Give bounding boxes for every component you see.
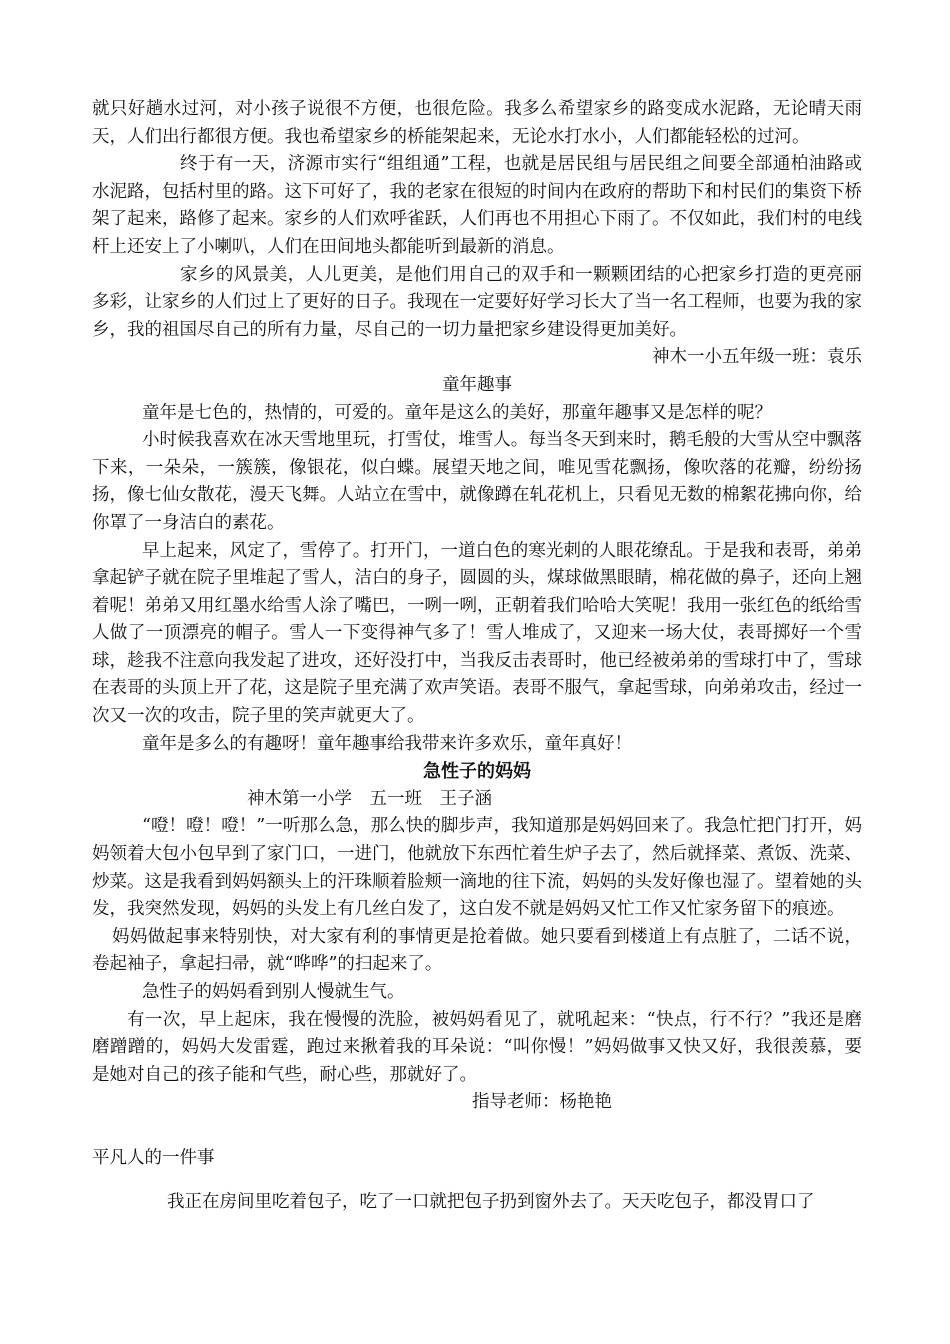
paragraph: 妈妈做起事来特别快，对大家有利的事情更是抢着做。她只要看到楼道上有点脏了，二话不说，卷起袖子，拿起扫帚，就“哗哗”的扫起来了。 — [92, 926, 862, 975]
paragraph: 童年是多么的有趣呀！童年趣事给我带来许多欢乐，童年真好！ — [142, 733, 632, 754]
paragraph: “噔！噔！噔！”一听那么急，那么快的脚步声，我知道那是妈妈回来了。我急忙把门打开，妈妈领着大包小包早到了家门口，一进门，他就放下东西忙着生炉子去了，然后就择菜、煮饭、洗菜、炒菜。这是我看到妈妈额头上的汗珠顺着脸颊一滴地的往下流，妈妈的头发好像也湿了。望着她的头发，我突然发现，妈妈的头发上有几丝白发了，这白发不就是妈妈又忙工作又忙家务留下的痕迹。 — [92, 816, 862, 920]
paragraph: 急性子的妈妈看到别人慢就生气。 — [142, 982, 405, 1002]
document-page — [92, 96, 862, 1216]
byline: 神木第一小学 五一班 王子涵 — [247, 788, 492, 809]
paragraph: 有一次，早上起床，我在慢慢的洗脸，被妈妈看见了，就吼起来：“快点，行不行？”我还是磨磨蹭蹭的，妈妈大发雷霆，跑过来揪着我的耳朵说：“叫你慢！”妈妈做事又快又好，我很羡慕，要是她对自己的孩子能和气些，耐心些，那就好了。 — [92, 1009, 862, 1085]
paragraph: 终于有一天，济源市实行“组组通”工程，也就是居民组与居民组之间要全部通柏油路或水泥路，包括村里的路。这下可好了，我的老家在很短的时间内在政府的帮助下和村民们的集资下桥架了起来，路修了起来。家乡的人们欢呼雀跃，人们再也不用担心下雨了。不仅如此，我们村的电线杆上还安上了小喇叭，人们在田间地头都能听到最新的消息。 — [92, 154, 862, 257]
essay-title: 童年趣事 — [442, 374, 512, 395]
essay-title: 平凡人的一件事 — [92, 1147, 215, 1168]
author-line: 神木一小五年级一班：袁乐 — [652, 347, 862, 368]
paragraph: 就只好趟水过河，对小孩子说很不方便，也很危险。我多么希望家乡的路变成水泥路，无论晴天雨天，人们出行都很方便。我也希望家乡的桥能架起来，无论水打水小，人们都能轻松的过河。 — [92, 99, 862, 147]
paragraph: 早上起来，风定了，雪停了。打开门，一道白色的寒光刺的人眼花缭乱。于是我和表哥，弟弟拿起铲子就在院子里堆起了雪人，洁白的身子，圆圆的头，煤球做黑眼睛，棉花做的鼻子，还向上翘着呢！弟弟又用红墨水给雪人涂了嘴巴，一咧一咧，正朝着我们哈哈大笑呢！我用一张红色的纸给雪人做了一顶漂亮的帽子。雪人一下变得神气多了！雪人堆成了，又迎来一场大仗，表哥掷好一个雪球，趁我不注意向我发起了进攻，还好没打中，当我反击表哥时，他已经被弟弟的雪球打中了，雪球在表哥的头顶上开了花，这是院子里充满了欢声笑语。表哥不服气，拿起雪球，向弟弟攻击，经过一次又一次的攻击，院子里的笑声就更大了。 — [92, 540, 862, 727]
essay-title: 急性子的妈妈 — [423, 761, 531, 783]
paragraph: 童年是七色的，热情的，可爱的。童年是这么的美好，那童年趣事又是怎样的呢？ — [142, 402, 772, 423]
paragraph: 我正在房间里吃着包子，吃了一口就把包子扔到窗外去了。天天吃包子，都没胃口了 — [167, 1191, 815, 1212]
paragraph: 小时候我喜欢在冰天雪地里玩，打雪仗，堆雪人。每当冬天到来时，鹅毛般的大雪从空中飘落下来，一朵朵，一簇簇，像银花，似白蝶。展望天地之间，唯见雪花飘扬，像吹落的花瓣，纷纷扬扬，像七仙女散花，漫天飞舞。人站立在雪中，就像蹲在轧花机上，只看见无数的棉絮花拂向你，给你罩了一身洁白的素花。 — [92, 430, 862, 533]
teacher-line: 指导老师：杨艳艳 — [472, 1092, 612, 1113]
paragraph: 家乡的风景美，人儿更美，是他们用自己的双手和一颗颗团结的心把家乡打造的更亮丽多彩，让家乡的人们过上了更好的日子。我现在一定要好好学习长大了当一名工程师，也要为我的家乡，我的祖国尽自己的所有力量，尽自己的一切力量把家乡建设得更加美好。 — [92, 264, 862, 340]
